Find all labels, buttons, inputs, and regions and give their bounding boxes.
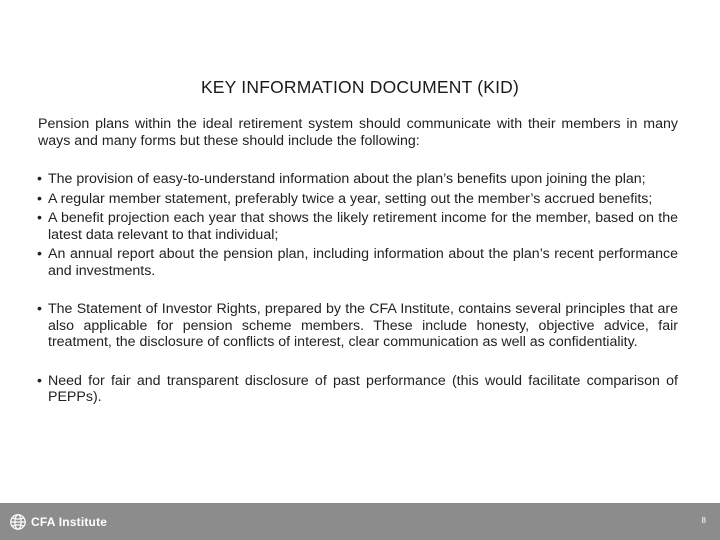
cfa-logo [9, 513, 107, 531]
page-number: 8 [701, 516, 706, 525]
bullet-item: • A benefit projection each year that shows the likely retirement income for the member, based on the latest data relevant to that individual; [38, 210, 678, 243]
bullet-item: • An annual report about the pension plan, including information about the plan’s recent performance and investments. [38, 246, 678, 279]
bullet-list-investor-rights [38, 301, 678, 351]
bullet-list-communications [38, 171, 678, 279]
bullet-list-disclosure [38, 373, 678, 406]
footer-bar [0, 503, 720, 540]
bullet-item: • Need for fair and transparent disclosure of past performance (this would facilitate comparison of PEPPs). [38, 373, 678, 406]
logo-text: CFA Institute [31, 515, 108, 529]
bullet-item: • The provision of easy-to-understand information about the plan’s benefits upon joining the plan; [38, 171, 678, 188]
cfa-globe-icon [9, 513, 27, 531]
intro-paragraph: Pension plans within the ideal retirement system should communicate with their members in many ways and many forms but these should include the following: [38, 116, 678, 149]
bullet-item: • The Statement of Investor Rights, prepared by the CFA Institute, contains several principles that are also applicable for pension scheme members. These include honesty, objective advice, fair treatment, the disclosure of conflicts of interest, clear communication as well as confidentiality. [38, 301, 678, 351]
slide-body [38, 116, 678, 409]
bullet-item: • A regular member statement, preferably twice a year, setting out the member’s accrued benefits; [38, 191, 678, 208]
slide-title: KEY INFORMATION DOCUMENT (KID) [200, 77, 520, 97]
